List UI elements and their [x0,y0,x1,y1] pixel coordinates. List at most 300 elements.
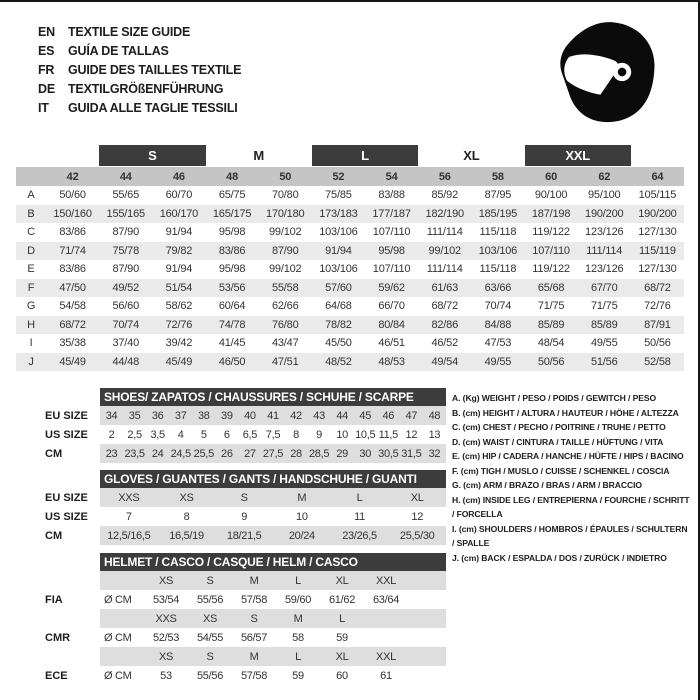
size-value: 71/75 [590,300,618,313]
size-value: 177/187 [372,207,411,220]
size-value: 115/118 [479,226,517,239]
size-value: 84/88 [484,318,512,331]
measurement-row-j [16,353,684,372]
helmet-sizes-cells [100,571,446,590]
size-value: 119/122 [532,263,570,276]
shoes-value: 27,5 [262,447,284,460]
helmet-sizes-label-spacer [16,647,100,666]
measurement-row-c [16,223,684,242]
helmet-size-label: XXL [376,650,396,663]
legend-item: A. (Kg) WEIGHT / PESO / POIDS / GEWITCH / PESO [452,393,657,403]
size-value: 80/84 [378,318,405,331]
main-size-table [16,143,684,371]
gloves-value: 11 [354,510,365,523]
helmet-size-label: XS [158,650,174,663]
helmet-size-value: 58 [292,631,304,644]
helmet-size-value: 59 [336,631,348,644]
size-value: 85/92 [431,189,458,202]
helmet-size-label: M [249,574,259,587]
measurement-row-f [16,279,684,298]
size-value: 49/54 [431,355,458,368]
helmet-standard-label: CMR [45,631,71,644]
size-number-row [16,167,684,186]
shoes-row-cells [100,425,446,444]
shoes-value: 6 [223,428,230,441]
helmet-size-label: M [293,612,303,625]
gloves-value: 10 [296,510,308,523]
size-value: 83/86 [59,263,86,276]
numeric-size: 60 [545,170,557,183]
helmet-standard-label: FIA [45,593,63,606]
measurement-row-g [16,297,684,316]
helmet-size-value: 55/56 [196,669,224,682]
shoes-value: 24 [151,447,164,460]
size-value: 55/65 [112,189,139,202]
measurement-row-h [16,316,684,335]
row-letter: H [27,318,35,331]
shoes-value: 11,5 [378,428,398,441]
size-value: 59/62 [378,281,405,294]
size-value: 48/52 [325,355,352,368]
gloves-row-cells [100,507,446,526]
size-value: 91/94 [325,244,352,257]
helmet-header [16,553,446,571]
size-value: 99/102 [428,244,461,257]
gloves-value: 12,5/16,5 [107,529,151,542]
numeric-size: 58 [491,170,504,183]
size-value: 95/98 [378,244,405,257]
helmet-size-value: 59 [292,669,304,682]
language-row [38,41,241,60]
size-value: 68/72 [644,281,671,294]
size-value: 111/114 [586,244,623,257]
shoes-value: 46 [382,409,395,422]
size-value: 165/175 [212,207,252,220]
size-value: 49/55 [484,355,512,368]
helmet-size-label: XXL [376,574,396,587]
shoes-row [16,406,446,425]
size-value: 44/48 [112,355,139,368]
shoes-value: 2 [108,428,115,441]
row-letter: C [27,226,35,239]
size-value: 95/98 [218,226,246,239]
shoes-row [16,425,446,444]
size-value: 115/119 [639,244,676,257]
size-value: 71/75 [537,300,565,313]
shoes-title: SHOES/ ZAPATOS / CHAUSSURES / SCHUHE / SCARPE [100,388,446,406]
row-letter: I [29,337,33,350]
shoes-value: 3,5 [150,428,165,441]
shoes-value: 24,5 [170,447,191,460]
size-value: 45/49 [59,355,86,368]
helmet-size-label: XL [335,650,349,663]
size-value: 83/86 [59,226,86,239]
helmet-unit-label: Ø CM [104,593,132,606]
size-value: 83/86 [218,244,246,257]
numeric-size: 46 [172,170,185,183]
gloves-value: 23/26,5 [342,529,377,542]
gloves-value: 8 [183,510,190,523]
helmet-size-value: 63/64 [372,593,400,606]
size-band-s: S [99,145,205,166]
language-header [38,22,241,117]
gloves-header [16,470,446,488]
size-value: 53/56 [218,281,246,294]
size-value: 46/50 [218,355,246,368]
size-value: 103/106 [319,263,358,276]
size-value: 45/49 [165,355,193,368]
size-value: 60/64 [218,300,246,313]
size-value: 47/51 [271,355,299,368]
helmet-values-row-cmr [16,628,446,647]
size-value: 87/90 [112,226,139,239]
size-value: 66/70 [378,300,405,313]
size-value: 127/130 [638,263,677,276]
helmet-size-label: M [249,650,259,663]
row-letter: G [26,300,36,313]
helmet-size-value: 55/56 [196,593,224,606]
shoes-row-label: EU SIZE [45,409,88,422]
shoes-value: 38 [197,409,210,422]
numeric-size: 50 [279,170,292,183]
size-value: 50/56 [644,337,671,350]
shoes-value: 5 [200,428,207,441]
numeric-size: 48 [226,170,238,183]
numeric-size: 42 [66,170,79,183]
helmet-sizes-label-spacer [16,609,100,628]
shoes-value: 29 [336,447,348,460]
gloves-value: XL [410,491,424,504]
size-value: 65/68 [537,281,565,294]
measurement-row-e [16,260,684,279]
helmet-sizes-row-ece [16,647,446,666]
helmet-size-value: 56/57 [240,631,268,644]
size-value: 155/165 [106,207,145,220]
helmet-size-label: L [339,612,345,625]
row-letter: E [27,263,35,276]
size-value: 49/52 [112,281,139,294]
legend-item: I. (cm) SHOULDERS / HOMBROS / ÉPAULES / SCHULTERN / SPALLE [452,523,688,548]
size-band-xl: XL [463,147,480,163]
row-letter: J [28,355,34,368]
size-value: 57/60 [325,281,352,294]
size-value: 115/118 [479,263,517,276]
size-value: 91/94 [165,226,193,239]
helmet-size-value: 57/58 [240,669,268,682]
helmet-size-label: L [295,650,301,663]
size-value: 68/72 [59,318,86,331]
helmet-size-value: 54/55 [196,631,224,644]
language-title: TEXTILGRÖßENFÜHRUNG [68,81,224,96]
helmet-standard-label: ECE [45,669,68,682]
shoes-value: 10,5 [355,428,376,441]
size-value: 85/89 [537,318,565,331]
size-value: 70/74 [484,300,512,313]
language-code: FR [38,62,55,77]
helmet-size-value: 53 [160,669,172,682]
size-value: 71/74 [59,244,86,257]
shoes-value: 48 [428,409,441,422]
size-value: 51/54 [165,281,193,294]
numeric-size: 64 [651,170,664,183]
size-value: 95/100 [588,189,621,202]
size-value: 48/54 [537,337,565,350]
size-value: 41/45 [218,337,246,350]
size-value: 87/95 [484,189,512,202]
size-value: 190/200 [638,207,677,220]
size-value: 85/89 [590,318,618,331]
size-value: 95/98 [218,263,246,276]
size-value: 47/50 [59,281,86,294]
shoes-value: 28,5 [308,447,330,460]
size-value: 58/62 [165,300,193,313]
gloves-row-label: US SIZE [45,510,88,523]
shoes-row-cells [100,406,446,425]
row-letter: F [27,281,35,294]
racing-helmet-icon [552,18,664,126]
gloves-value: 16,5/19 [169,529,204,542]
size-value: 83/88 [378,189,405,202]
helmet-size-label: S [250,612,258,625]
language-row [38,22,241,41]
size-band-m: M [253,147,264,163]
size-value: 187/198 [531,207,571,220]
shoes-row-cells [100,444,446,463]
size-band-l: L [312,145,418,166]
shoes-value: 6,5 [242,428,258,441]
size-value: 107/110 [372,263,411,276]
shoes-value: 37 [174,409,187,422]
helmet-size-value: 53/54 [152,593,180,606]
size-value: 103/106 [319,226,358,239]
size-value: 150/160 [53,207,92,220]
size-value: 107/110 [532,244,570,257]
helmet-unit-label: Ø CM [104,631,132,644]
gloves-row-label: CM [45,529,63,542]
language-row [38,60,241,79]
size-value: 47/53 [484,337,512,350]
measurement-row-d [16,242,684,261]
size-value: 39/42 [165,337,193,350]
shoes-value: 10 [336,428,348,441]
shoes-value: 12 [405,428,418,441]
size-value: 61/63 [431,281,458,294]
shoes-rows [16,406,446,463]
legend-item: G. (cm) ARM / BRAZO / BRAS / ARM / BRACCIO [452,480,642,490]
measurement-legend [452,391,691,565]
gloves-value: L [356,491,363,504]
shoes-value: 45 [359,409,372,422]
shoes-value: 40 [244,409,256,422]
shoes-value: 35 [128,409,141,422]
size-value: 76/80 [271,318,299,331]
helmet-size-label: L [295,574,301,587]
row-letter: A [27,189,35,202]
size-value: 99/102 [269,263,302,276]
row-letter: B [27,207,35,220]
size-value: 78/82 [325,318,352,331]
size-value: 103/106 [478,244,518,257]
shoes-value: 2,5 [127,428,142,441]
size-value: 173/183 [319,207,358,220]
legend-item: B. (cm) HEIGHT / ALTURA / HAUTEUR / HÖHE / ALTEZZA [452,407,679,418]
legend-item: F. (cm) TIGH / MUSLO / CUISSE / SCHENKEL / COSCIA [452,465,670,476]
size-value: 67/70 [590,281,618,294]
size-value: 70/74 [112,318,139,331]
numeric-size: 62 [598,170,611,183]
helmet-size-value: 60 [336,669,348,682]
helmet-size-label: XXS [155,612,177,625]
size-value: 99/102 [269,226,302,239]
row-letter: D [27,244,35,257]
gloves-value: 18/21,5 [226,529,262,542]
size-value: 65/75 [218,189,246,202]
size-value: 82/86 [431,318,458,331]
shoes-value: 30 [359,447,372,460]
size-value: 60/70 [165,189,193,202]
numeric-size: 56 [438,170,451,183]
helmet-values-row-fia [16,590,446,609]
helmet-size-value: 61 [380,669,392,682]
language-row [38,98,241,117]
helmet-sizes-cells [100,609,446,628]
shoes-row-label: US SIZE [45,428,88,441]
shoes-value: 23,5 [124,447,145,460]
size-value: 127/130 [638,226,677,239]
shoes-value: 8 [293,428,299,441]
language-code: IT [38,100,49,115]
helmet-table [16,553,446,685]
language-code: EN [38,24,55,39]
size-value: 49/55 [590,337,618,350]
gloves-value: 20/24 [288,529,315,542]
gloves-rows [16,488,446,545]
shoes-header [16,388,446,406]
legend-item: D. (cm) WAIST / CINTURA / TAILLE / HÜFTUNG / VITA [452,436,664,447]
size-value: 182/190 [425,207,464,220]
size-value: 160/170 [159,207,199,220]
gloves-row [16,507,446,526]
helmet-size-value: 52/53 [152,631,180,644]
size-value: 74/78 [218,318,246,331]
helmet-size-value: 61/62 [328,593,356,606]
gloves-value: 7 [125,510,132,523]
gloves-value: 9 [241,510,248,523]
shoes-value: 36 [151,409,164,422]
language-code: DE [38,81,55,96]
language-title: TEXTILE SIZE GUIDE [68,24,191,39]
measurement-row-i [16,334,684,353]
helmet-sizes-label-spacer [16,571,100,590]
helmet-values-row-ece [16,666,446,685]
numeric-size: 44 [119,170,132,183]
language-title: GUIDE DES TAILLES TEXTILE [68,62,242,77]
size-value: 70/80 [271,189,299,202]
size-value: 51/56 [590,355,618,368]
helmet-size-value: 57/58 [240,593,268,606]
shoes-value: 34 [105,409,118,422]
gloves-title: GLOVES / GUANTES / GANTS / HANDSCHUHE / GUANTI [100,470,446,488]
size-band-xxl: XXL [525,145,631,166]
helmet-unit-label: Ø CM [104,669,132,682]
gloves-value: XXS [118,491,140,504]
shoes-value: 41 [267,409,279,422]
legend-item: J. (cm) BACK / ESPALDA / DOS / ZURÜCK / INDIETRO [452,552,667,563]
shoes-value: 26 [221,447,233,460]
helmet-sizes-cells [100,647,446,666]
shoes-value: 39 [221,409,233,422]
language-code: ES [38,43,55,58]
shoes-value: 7,5 [265,428,281,441]
size-value: 64/68 [325,300,352,313]
helmet-title: HELMET / CASCO / CASQUE / HELM / CASCO [100,553,446,571]
size-value: 111/114 [426,263,463,276]
helmet-size-label: XS [158,574,174,587]
helmet-rows [16,571,446,685]
size-value: 55/58 [271,281,299,294]
shoes-value: 28 [290,447,302,460]
shoes-value: 31,5 [401,447,422,460]
size-value: 46/52 [431,337,458,350]
size-value: 190/200 [585,207,624,220]
size-value: 46/51 [378,337,405,350]
shoes-value: 9 [316,428,322,441]
helmet-size-label: XS [202,612,218,625]
size-band-row [16,143,684,167]
shoes-row-label: CM [45,447,63,460]
shoes-row [16,444,446,463]
numeric-size: 52 [332,170,345,183]
size-value: 90/100 [534,189,568,202]
gloves-row [16,488,446,507]
shoes-value: 23 [105,447,118,460]
size-value: 91/94 [165,263,193,276]
size-value: 43/47 [271,337,299,350]
gloves-row-cells [100,526,446,545]
shoes-value: 42 [290,409,302,422]
size-value: 107/110 [372,226,411,239]
helmet-size-label: S [206,650,214,663]
helmet-values-cells [100,590,446,609]
size-value: 170/180 [266,207,305,220]
shoes-value: 4 [177,428,184,441]
language-title: GUÍA DE TALLAS [68,43,169,58]
size-value: 50/60 [59,189,86,202]
measurement-row-a [16,186,684,205]
size-value: 62/66 [271,300,299,313]
size-value: 52/58 [644,355,671,368]
shoes-value: 32 [428,447,441,460]
size-value: 119/122 [532,226,570,239]
language-row [38,79,241,98]
gloves-value: S [240,491,248,504]
size-value: 123/126 [585,226,624,239]
helmet-size-label: XL [335,574,349,587]
size-value: 54/58 [59,300,86,313]
size-value: 111/114 [426,226,463,239]
shoes-value: 30,5 [378,447,399,460]
size-value: 75/78 [112,244,139,257]
gloves-table [16,470,446,545]
shoes-value: 13 [428,428,441,441]
size-value: 72/76 [644,300,671,313]
gloves-row-label: EU SIZE [45,491,88,504]
size-value: 48/53 [378,355,405,368]
gloves-row [16,526,446,545]
helmet-values-cells [100,666,446,685]
size-value: 105/115 [638,189,677,202]
size-value: 68/72 [431,300,458,313]
